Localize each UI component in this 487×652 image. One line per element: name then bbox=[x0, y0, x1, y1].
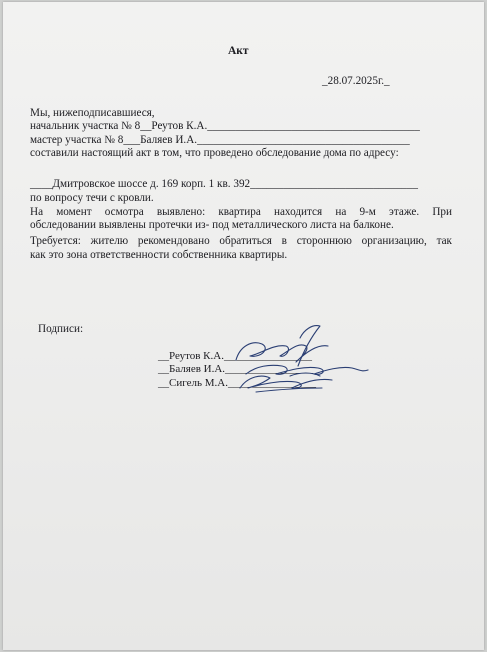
reason-line: по вопросу течи с кровли. bbox=[30, 192, 154, 204]
document-title: Акт bbox=[228, 45, 249, 57]
address-line: ____Дмитровское шоссе д. 169 корп. 1 кв. 392______________________________ bbox=[30, 178, 418, 190]
required-line-1: Требуется: жителю рекомендовано обратиться в стороннюю организацию, так bbox=[30, 235, 452, 247]
signer-sigel: __Сигель М.А.________________ bbox=[158, 377, 316, 389]
master-line: мастер участка № 8___Баляев И.А.______________________________________ bbox=[30, 134, 410, 146]
compiled-line: составили настоящий акт в том, что проведено обследование дома по адресу: bbox=[30, 147, 399, 159]
signer-balyaev: __Баляев И.А.________________ bbox=[158, 363, 314, 375]
document-date: _28.07.2025г._ bbox=[322, 75, 390, 87]
finding-line-2: обследовании выявлены протечки из- под металлического листа на балконе. bbox=[30, 219, 394, 231]
required-line-2: как это зона ответственности собственника квартиры. bbox=[30, 249, 288, 261]
signatures-label: Подписи: bbox=[38, 323, 84, 335]
signer-reutov: __Реутов К.А.________________ bbox=[158, 350, 312, 362]
finding-line-1: На момент осмотра выявлено: квартира находится на 9-м этаже. При bbox=[30, 206, 452, 218]
intro-line: Мы, нижеподписавшиеся, bbox=[30, 107, 155, 119]
chief-line: начальник участка № 8__Реутов К.А.______________________________________ bbox=[30, 120, 420, 132]
